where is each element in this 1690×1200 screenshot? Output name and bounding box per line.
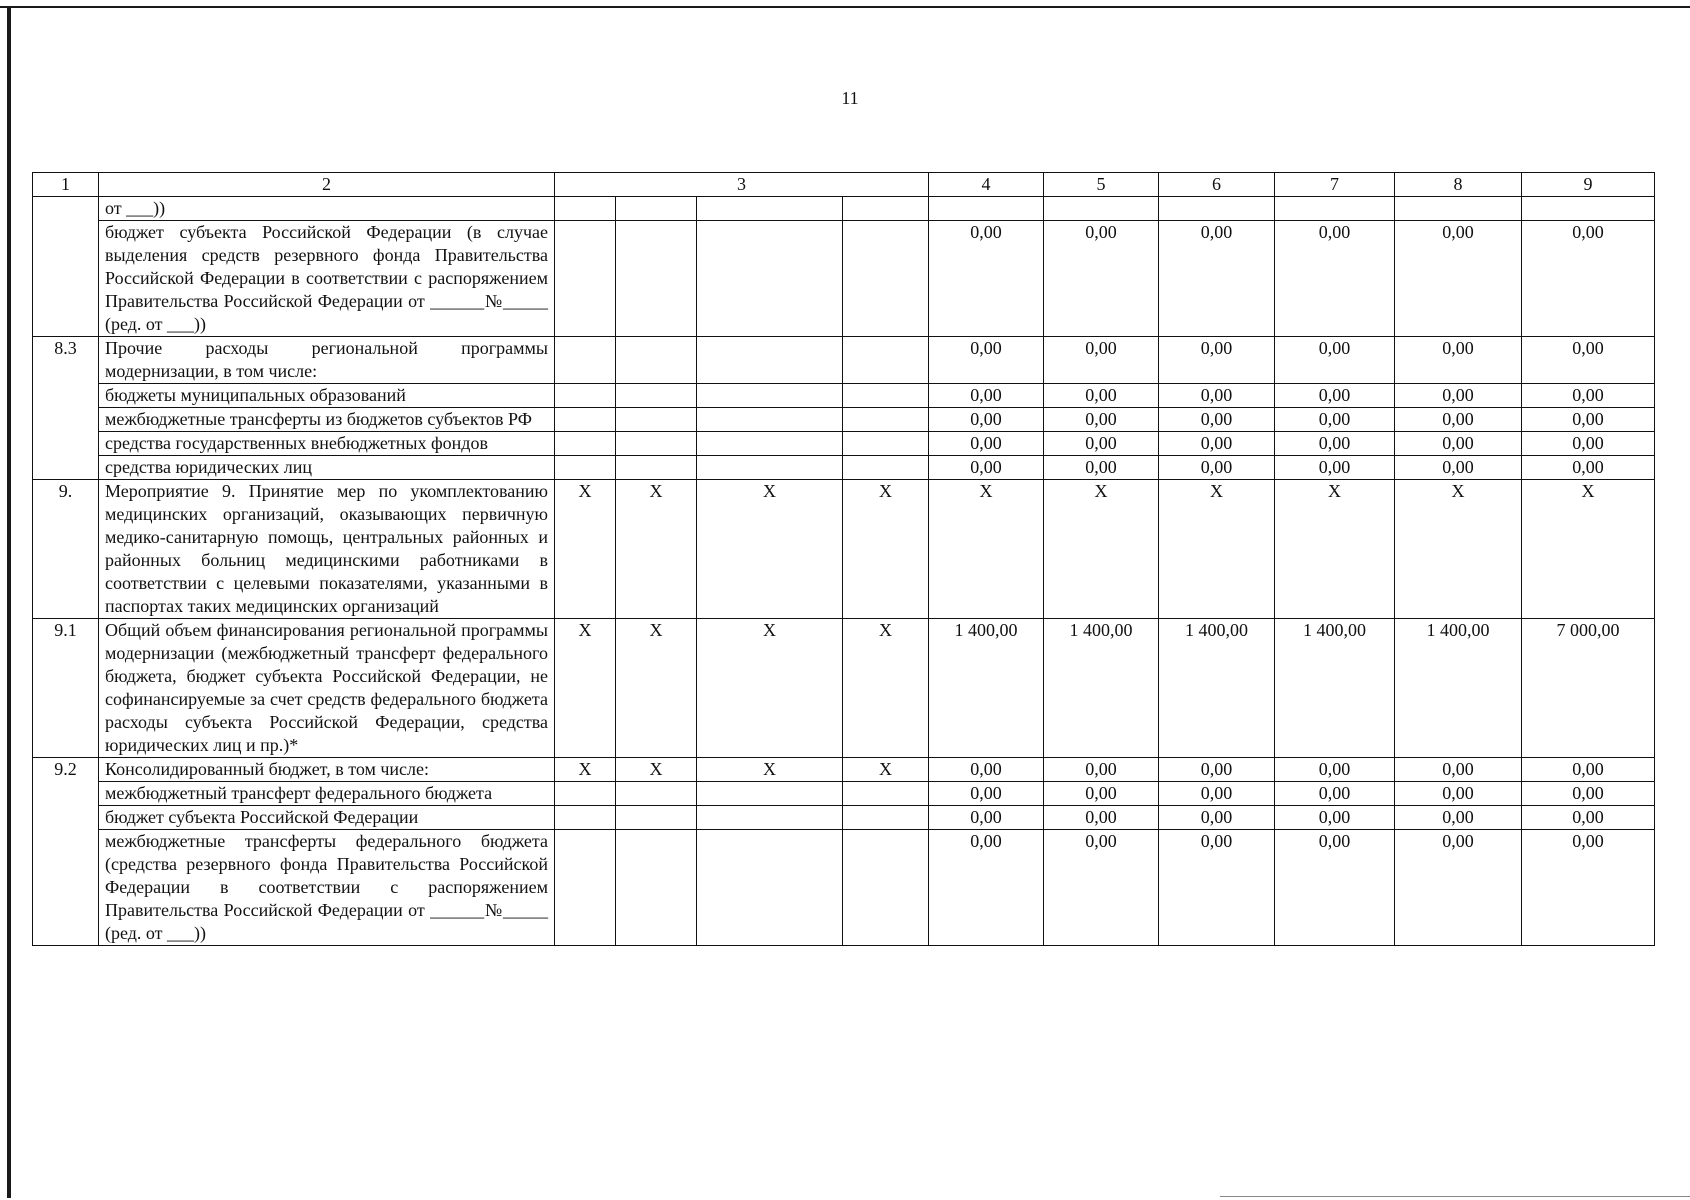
value-cell: 0,00 xyxy=(1044,758,1159,782)
value-cell: 0,00 xyxy=(1395,337,1522,384)
value-cell: X xyxy=(1159,480,1275,619)
value-cell: 0,00 xyxy=(1044,806,1159,830)
value-cell: 0,00 xyxy=(929,830,1044,946)
table-row xyxy=(33,384,1655,408)
value-cell: 0,00 xyxy=(1159,384,1275,408)
value-cell: 0,00 xyxy=(1522,782,1655,806)
value-cell: 0,00 xyxy=(1044,408,1159,432)
mark-cell: X xyxy=(616,758,697,782)
value-cell: 0,00 xyxy=(1275,221,1395,337)
value-cell: 0,00 xyxy=(1275,830,1395,946)
row-number: 8.3 xyxy=(33,337,99,480)
mark-cell: X xyxy=(555,619,616,758)
value-cell: 0,00 xyxy=(1275,456,1395,480)
value-cell: 0,00 xyxy=(1044,830,1159,946)
value-cell: 0,00 xyxy=(1159,456,1275,480)
row-description: бюджет субъекта Российской Федерации xyxy=(99,806,555,830)
scan-border-left xyxy=(7,8,11,1198)
row-description: межбюджетные трансферты федерального бюджета (средства резервного фонда Правительства Российской Федерации в соответствии с распоряжением Правительства Российской Федерации от ______№_____ (ред. от ___)) xyxy=(99,830,555,946)
value-cell: 0,00 xyxy=(1522,806,1655,830)
financing-table xyxy=(32,172,1655,946)
mark-cell: X xyxy=(843,480,929,619)
scan-border-top xyxy=(0,6,1690,8)
table-row xyxy=(33,480,1655,619)
value-cell: 0,00 xyxy=(929,384,1044,408)
header-col-3: 3 xyxy=(555,173,929,197)
header-col-5: 5 xyxy=(1044,173,1159,197)
value-cell: 1 400,00 xyxy=(1395,619,1522,758)
value-cell: 0,00 xyxy=(1522,337,1655,384)
value-cell: 0,00 xyxy=(1522,432,1655,456)
value-cell: 0,00 xyxy=(929,432,1044,456)
value-cell: 0,00 xyxy=(1395,456,1522,480)
header-row xyxy=(33,173,1655,197)
table-row xyxy=(33,221,1655,337)
value-cell: 0,00 xyxy=(1522,408,1655,432)
header-col-2: 2 xyxy=(99,173,555,197)
value-cell: 0,00 xyxy=(1044,456,1159,480)
value-cell: 1 400,00 xyxy=(1159,619,1275,758)
value-cell: 0,00 xyxy=(1395,758,1522,782)
table-row xyxy=(33,806,1655,830)
value-cell: 0,00 xyxy=(1159,408,1275,432)
mark-cell: X xyxy=(697,480,843,619)
mark-cell: X xyxy=(616,619,697,758)
value-cell: 0,00 xyxy=(1522,758,1655,782)
value-cell: 0,00 xyxy=(1044,337,1159,384)
value-cell: 0,00 xyxy=(929,408,1044,432)
value-cell: 0,00 xyxy=(1522,830,1655,946)
value-cell: X xyxy=(929,480,1044,619)
value-cell: 0,00 xyxy=(1044,432,1159,456)
header-col-4: 4 xyxy=(929,173,1044,197)
table-row xyxy=(33,758,1655,782)
table-row xyxy=(33,408,1655,432)
row-description: средства государственных внебюджетных фондов xyxy=(99,432,555,456)
value-cell: 0,00 xyxy=(1275,782,1395,806)
row-description: межбюджетные трансферты из бюджетов субъектов РФ xyxy=(99,408,555,432)
page-number: 11 xyxy=(841,88,859,108)
value-cell: 7 000,00 xyxy=(1522,619,1655,758)
value-cell: 1 400,00 xyxy=(1044,619,1159,758)
value-cell: 0,00 xyxy=(1395,408,1522,432)
value-cell: 0,00 xyxy=(1395,830,1522,946)
value-cell: 1 400,00 xyxy=(929,619,1044,758)
value-cell: X xyxy=(1044,480,1159,619)
value-cell: 0,00 xyxy=(1044,221,1159,337)
value-cell: 1 400,00 xyxy=(1275,619,1395,758)
row-number: 9.2 xyxy=(33,758,99,946)
mark-cell: X xyxy=(697,619,843,758)
value-cell: 0,00 xyxy=(1522,456,1655,480)
value-cell: X xyxy=(1522,480,1655,619)
row-number xyxy=(33,197,99,337)
value-cell: X xyxy=(1275,480,1395,619)
value-cell: 0,00 xyxy=(929,221,1044,337)
value-cell: 0,00 xyxy=(929,782,1044,806)
row-description: Консолидированный бюджет, в том числе: xyxy=(99,758,555,782)
value-cell: 0,00 xyxy=(1275,384,1395,408)
row-description: межбюджетный трансферт федерального бюджета xyxy=(99,782,555,806)
value-cell: 0,00 xyxy=(929,758,1044,782)
value-cell: 0,00 xyxy=(1159,432,1275,456)
row-number: 9. xyxy=(33,480,99,619)
header-col-7: 7 xyxy=(1275,173,1395,197)
value-cell: 0,00 xyxy=(1159,782,1275,806)
header-col-1: 1 xyxy=(33,173,99,197)
mark-cell: X xyxy=(555,480,616,619)
value-cell: 0,00 xyxy=(1159,758,1275,782)
table-row xyxy=(33,782,1655,806)
value-cell: 0,00 xyxy=(1395,384,1522,408)
value-cell: 0,00 xyxy=(1522,221,1655,337)
value-cell: 0,00 xyxy=(929,806,1044,830)
value-cell: 0,00 xyxy=(1395,782,1522,806)
value-cell: 0,00 xyxy=(1159,806,1275,830)
value-cell: 0,00 xyxy=(1395,432,1522,456)
table-row xyxy=(33,197,1655,221)
value-cell: 0,00 xyxy=(1275,432,1395,456)
header-col-6: 6 xyxy=(1159,173,1275,197)
row-description: Общий объем финансирования региональной программы модернизации (межбюджетный трансферт федерального бюджета, бюджет субъекта Российской Федерации, не софинансируемые за счет средств федерального бюджета расходы субъекта Российской Федерации, средства юридических лиц и пр.)* xyxy=(99,619,555,758)
value-cell: 0,00 xyxy=(1159,830,1275,946)
header-col-8: 8 xyxy=(1395,173,1522,197)
mark-cell: X xyxy=(616,480,697,619)
row-description: средства юридических лиц xyxy=(99,456,555,480)
value-cell: 0,00 xyxy=(1275,806,1395,830)
row-description: Мероприятие 9. Принятие мер по укомплектованию медицинских организаций, оказывающих первичную медико-санитарную помощь, центральных районных и районных больниц медицинскими работниками в соответствии с целевыми показателями, указанными в паспортах таких медицинских организаций xyxy=(99,480,555,619)
value-cell: 0,00 xyxy=(1159,337,1275,384)
value-cell: 0,00 xyxy=(1159,221,1275,337)
value-cell: 0,00 xyxy=(929,337,1044,384)
value-cell: 0,00 xyxy=(1044,782,1159,806)
value-cell: 0,00 xyxy=(1395,221,1522,337)
value-cell: 0,00 xyxy=(1044,384,1159,408)
mark-cell: X xyxy=(555,758,616,782)
row-number: 9.1 xyxy=(33,619,99,758)
value-cell: 0,00 xyxy=(1275,758,1395,782)
value-cell: 0,00 xyxy=(1275,408,1395,432)
scan-border-bottom xyxy=(1220,1196,1690,1197)
row-description: бюджеты муниципальных образований xyxy=(99,384,555,408)
row-description: Прочие расходы региональной программы модернизации, в том числе: xyxy=(99,337,555,384)
table-row xyxy=(33,432,1655,456)
value-cell: X xyxy=(1395,480,1522,619)
header-col-9: 9 xyxy=(1522,173,1655,197)
mark-cell: X xyxy=(843,758,929,782)
value-cell: 0,00 xyxy=(1275,337,1395,384)
value-cell: 0,00 xyxy=(929,456,1044,480)
mark-cell: X xyxy=(843,619,929,758)
row-description: бюджет субъекта Российской Федерации (в случае выделения средств резервного фонда Правительства Российской Федерации в соответствии с распоряжением Правительства Российской Федерации от ______№_____ (ред. от ___)) xyxy=(99,221,555,337)
table-row xyxy=(33,830,1655,946)
value-cell: 0,00 xyxy=(1522,384,1655,408)
table-row xyxy=(33,337,1655,384)
value-cell: 0,00 xyxy=(1395,806,1522,830)
table-row xyxy=(33,456,1655,480)
row-description: от ___)) xyxy=(99,197,555,221)
mark-cell: X xyxy=(697,758,843,782)
table-row xyxy=(33,619,1655,758)
